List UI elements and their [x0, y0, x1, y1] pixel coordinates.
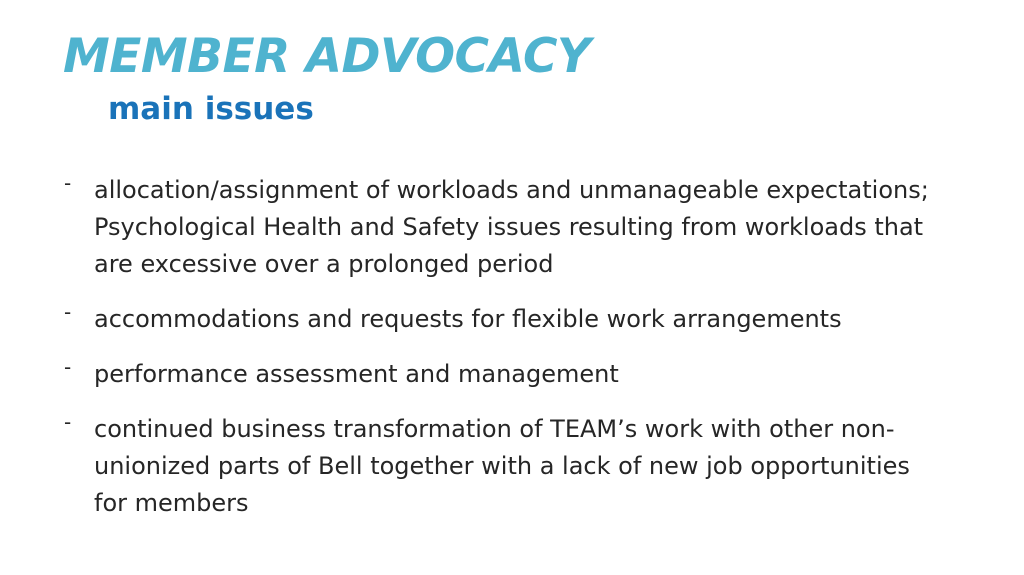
- dash-bullet-icon: -: [64, 355, 72, 379]
- list-item: [64, 356, 944, 393]
- dash-bullet-icon: -: [64, 171, 72, 195]
- dash-bullet-icon: -: [64, 410, 72, 434]
- bullet-text: allocation/assignment of workloads and unmanageable expectations; Psychological Health and Safety issues resulting from workloads that are excessive over a prolonged period: [94, 176, 929, 278]
- bullet-text: continued business transformation of TEAM’s work with other non-unionized parts of Bell together with a lack of new job opportunities for members: [94, 415, 910, 517]
- slide-subtitle: main issues: [108, 91, 314, 127]
- bullet-text: accommodations and requests for flexible work arrangements: [94, 305, 842, 333]
- bullet-list: [64, 172, 944, 540]
- dash-bullet-icon: -: [64, 300, 72, 324]
- list-item: [64, 411, 944, 522]
- list-item: [64, 301, 944, 338]
- slide-title: MEMBER ADVOCACY: [63, 29, 591, 84]
- bullet-text: performance assessment and management: [94, 360, 619, 388]
- list-item: [64, 172, 944, 283]
